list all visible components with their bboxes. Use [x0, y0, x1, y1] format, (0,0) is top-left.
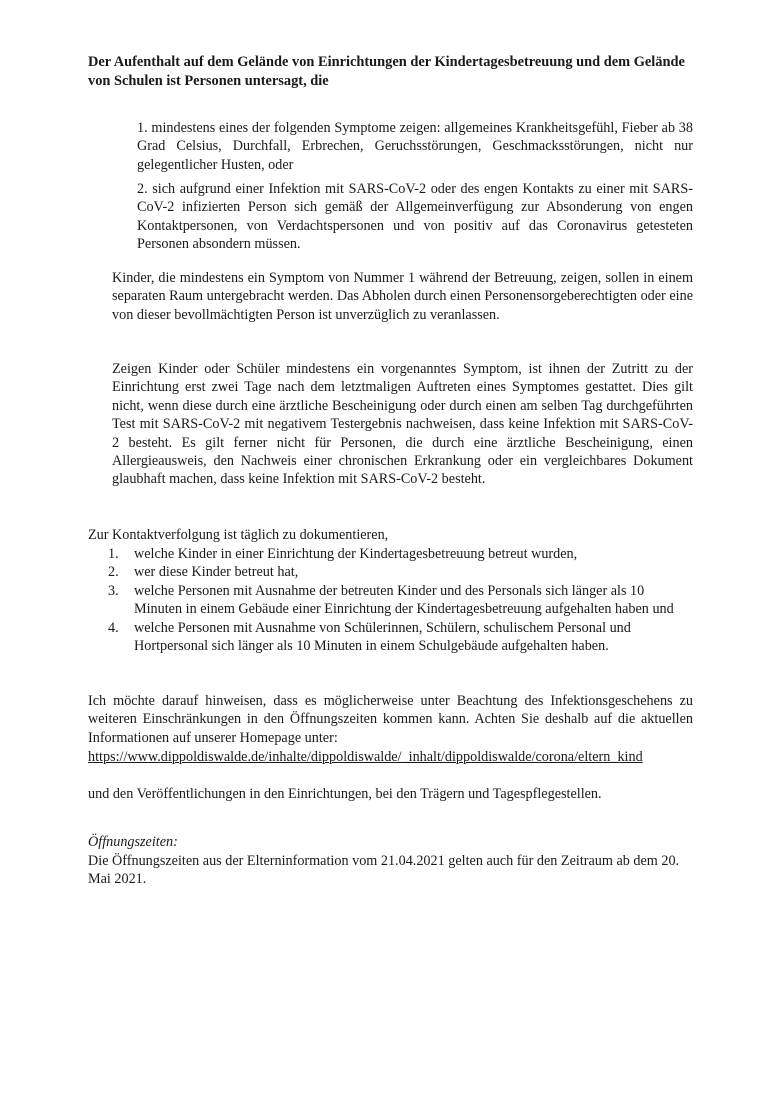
list-item-number: 1.	[108, 546, 119, 562]
opening-hours-text: Die Öffnungszeiten aus der Elterninformation vom 21.04.2021 gelten auch für den Zeitraum ab dem 20. Mai 2021.	[88, 853, 680, 888]
list-item-text: welche Personen mit Ausnahme der betreuten Kinder und des Personals sich länger als 10 Minuten in einem Gebäude einer Einrichtung der Kindertagesbetreuung aufgehalten haben und	[134, 582, 674, 618]
tracing-list	[108, 545, 693, 655]
list-item	[108, 582, 693, 619]
list-item	[108, 619, 693, 656]
list-item-text: wer diese Kinder betreut hat,	[134, 564, 299, 581]
symptom-rule-2: 2. sich aufgrund einer Infektion mit SARS-CoV-2 oder des engen Kontakts zu einer mit SARS-CoV-2 infizierten Person sich gemäß der Allgemeinverfügung zur Absonderung von engen Kontaktpersonen, von Verdachtspersonen und von positiv auf das Coronavirus getesteten Personen absondern müssen.	[137, 181, 693, 253]
list-item-number: 4.	[108, 619, 119, 636]
tracing-intro: Zur Kontaktverfolgung ist täglich zu dokumentieren,	[88, 527, 389, 543]
list-item-text: welche Personen mit Ausnahme von Schülerinnen, Schülern, schulischem Personal und Hortpersonal sich länger als 10 Minuten in einem Schulgebäude aufgehalten haben.	[134, 619, 631, 655]
separation-paragraph: Kinder, die mindestens ein Symptom von Nummer 1 während der Betreuung, zeigen, sollen in einem separaten Raum untergebracht werden. Das Abholen durch einen Personensorgeberechtigten oder eine von dieser bevollmächtigten Person ist unverzüglich zu veranlassen.	[112, 270, 693, 323]
list-item-number: 3.	[108, 582, 119, 599]
list-item	[108, 563, 693, 581]
publications-line: und den Veröffentlichungen in den Einrichtungen, bei den Trägern und Tagespflegestellen.	[88, 786, 602, 802]
symptom-rule-1: 1. mindestens eines der folgenden Symptome zeigen: allgemeines Krankheitsgefühl, Fieber ab 38 Grad Celsius, Durchfall, Erbrechen, Geruchsstörungen, Geschmacksstörungen, nicht nur gelegentlicher Husten, oder	[137, 120, 693, 173]
access-paragraph: Zeigen Kinder oder Schüler mindestens ein vorgenanntes Symptom, ist ihnen der Zutritt zu der Einrichtung erst zwei Tage nach dem letztmaligen Auftreten eines Symptomes gestattet. Dies gilt nicht, wenn diese durch eine ärztliche Bescheinigung oder durch einen am selben Tag durchgeführten Test mit SARS-CoV-2 mit negativem Testergebnis nachweisen, dass keine Infektion mit SARS-CoV-2 besteht. Es gilt ferner nicht für Personen, die durch eine ärztliche Bescheinigung, einen Allergieausweis, den Nachweis einer chronischen Erkrankung oder ein vergleichbares Dokument glaubhaft machen, dass keine Infektion mit SARS-CoV-2 besteht.	[112, 361, 693, 488]
list-item-number: 2.	[108, 564, 119, 581]
opening-hours-heading: Öffnungszeiten:	[88, 834, 178, 850]
document-heading: Der Aufenthalt auf dem Gelände von Einrichtungen der Kindertagesbetreuung und dem Gelände von Schulen ist Personen untersagt, die	[88, 54, 685, 89]
list-item-text: welche Kinder in einer Einrichtung der Kindertagesbetreuung betreut wurden,	[134, 546, 578, 562]
list-item	[108, 545, 693, 563]
notice-paragraph: Ich möchte darauf hinweisen, dass es möglicherweise unter Beachtung des Infektionsgeschehens zu weiteren Einschränkungen in den Öffnungszeiten kommen kann. Achten Sie deshalb auf die aktuellen Informationen auf unserer Homepage unter:	[88, 693, 693, 746]
homepage-link[interactable]: https://www.dippoldiswalde.de/inhalte/dippoldiswalde/_inhalt/dippoldiswalde/corona/eltern_kind	[88, 749, 643, 765]
